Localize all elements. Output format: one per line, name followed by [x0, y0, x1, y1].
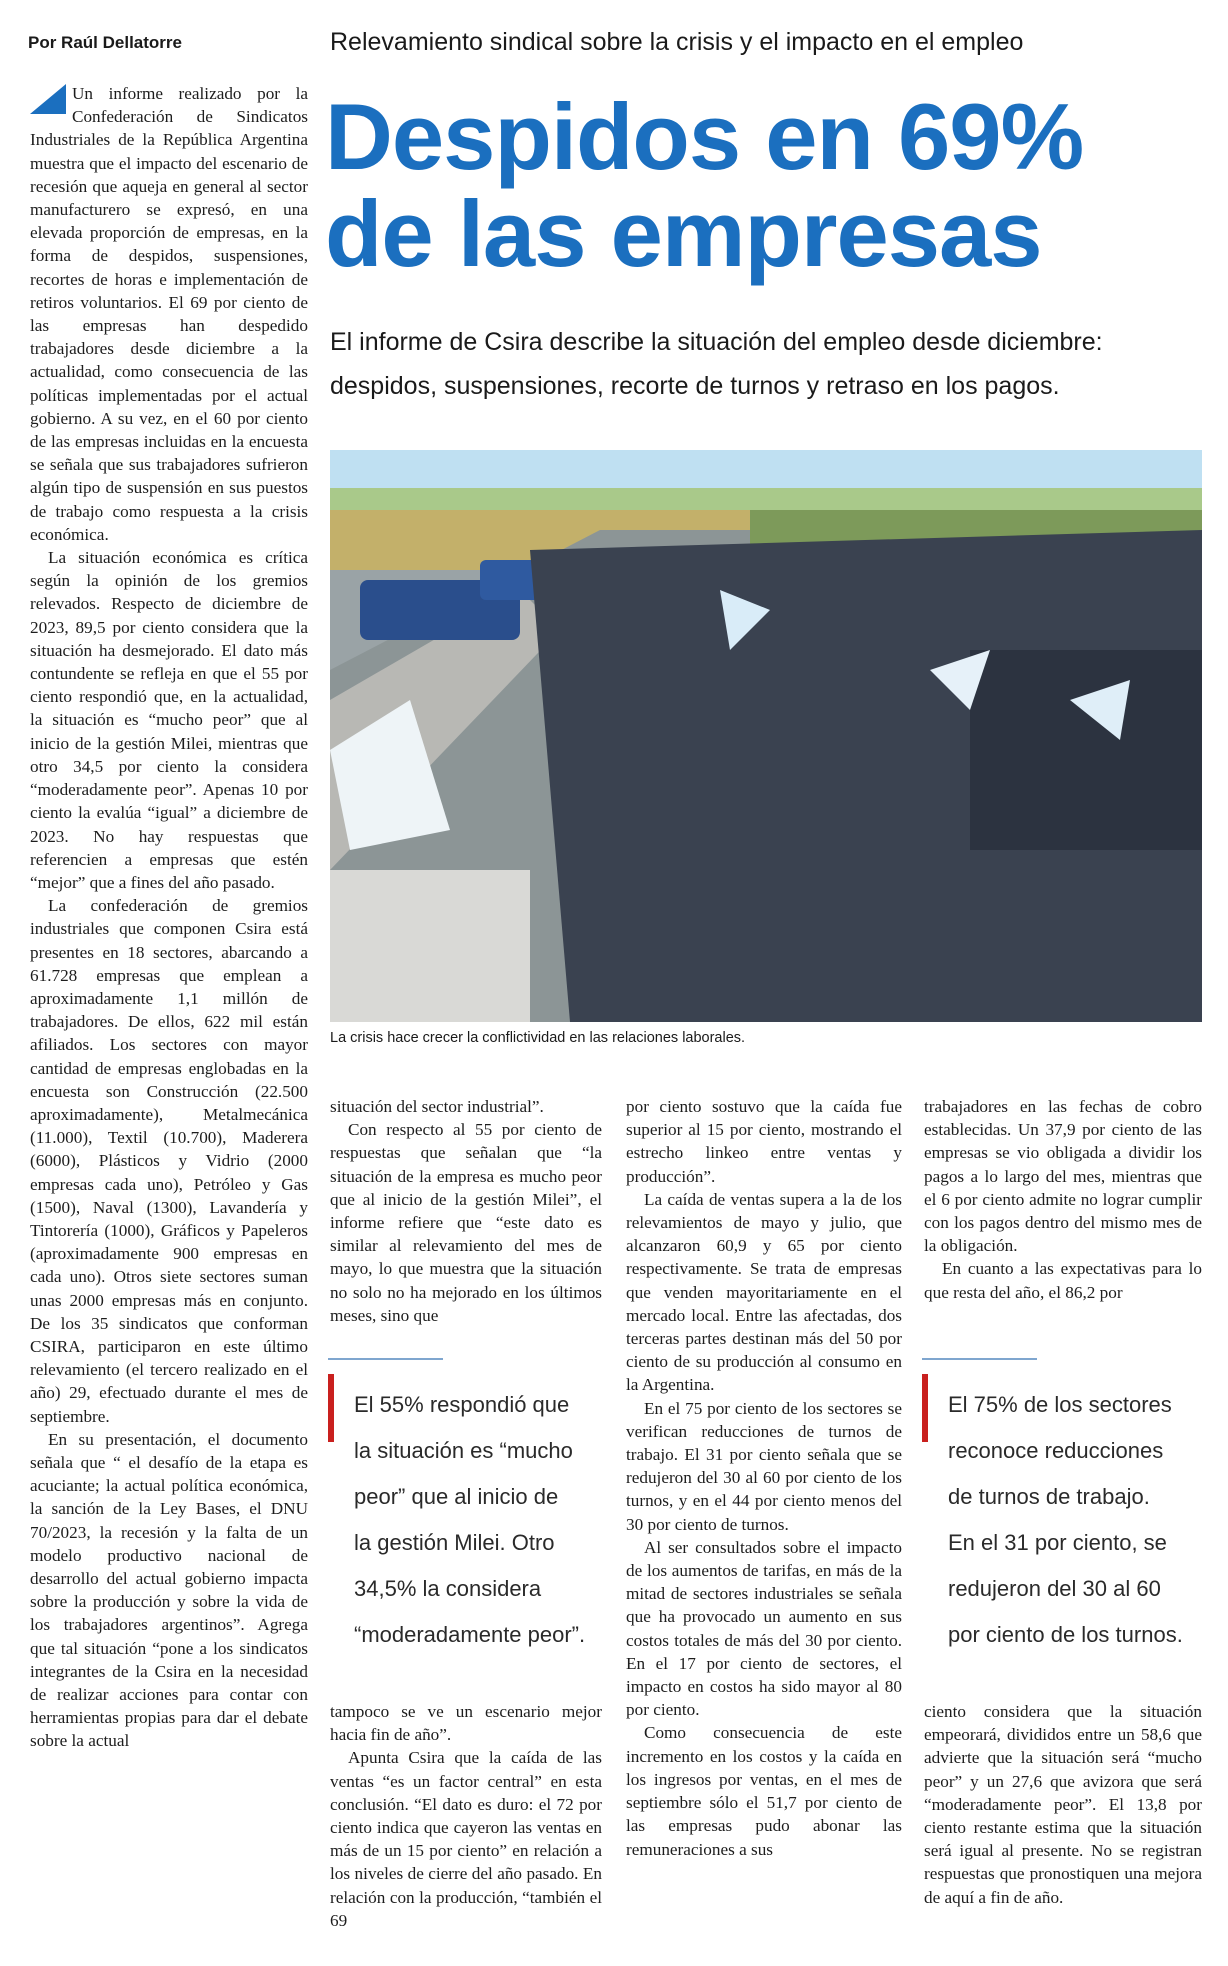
- photo-caption: La crisis hace crecer la conflictividad en las relaciones laborales.: [330, 1030, 746, 1046]
- pull-quote-1: [328, 1358, 618, 1678]
- body-paragraph: En su presentación, el documento señala que “ el desafío de la etapa es acuciante; la actual política económica, la sanción de la Ley Bases, el DNU 70/2023, la recesión y la falta de un modelo productivo nacional de desarrollo del actual gobierno impacta sobre la producción y sobre la vida de los trabajadores argentinos”. Agrega que tal situación “pone a los sindicatos integrantes de la Csira en la necesidad de realizar acciones para contar con herramientas propias para dar el debate sobre la actual: [30, 1429, 308, 1751]
- pull-quote-line: redujeron del 30 al 60: [948, 1576, 1161, 1601]
- protest-photo-illustration: [330, 450, 1202, 1022]
- pull-quote-line: reconoce reducciones: [948, 1438, 1164, 1463]
- pull-quote-line: En el 31 por ciento, se: [948, 1530, 1167, 1555]
- body-paragraph: por ciento sostuvo que la caída fue superior al 15 por ciento, mostrando el estrecho linkeo entre ventas y producción”.: [626, 1097, 902, 1186]
- body-paragraph: tampoco se ve un escenario mejor hacia fin de año”.: [330, 1702, 602, 1745]
- body-paragraph: En el 75 por ciento de los sectores se verifican reducciones de turnos de trabajo. El 31 por ciento señala que se redujeron del 30 al 60 por ciento de los turnos, y en el 44 por ciento menos del 30 por ciento de turnos.: [626, 1398, 902, 1534]
- dropcap-triangle-icon: [30, 84, 66, 114]
- body-paragraph: Con respecto al 55 por ciento de respuestas que señalan que “la situación de la empresa es mucho peor que al inicio de la gestión Milei”, el informe refiere que “este dato es similar al relevamiento del mes de mayo, lo que muestra que la situación no solo no ha mejorado en los últimos meses, sino que: [330, 1120, 602, 1325]
- headline: [325, 84, 1215, 286]
- pull-quote-line: la gestión Milei. Otro: [354, 1530, 555, 1555]
- byline: Por Raúl Dellatorre: [28, 33, 182, 52]
- pull-quote-2: [922, 1358, 1212, 1678]
- deck: El informe de Csira describe la situación del empleo desde diciembre: despidos, suspensiones, recorte de turnos y retraso en los pagos.: [330, 328, 1103, 400]
- headline-line-1: Despidos en 69%: [325, 84, 1084, 189]
- body-paragraph: Al ser consultados sobre el impacto de los aumentos de tarifas, en más de la mitad de sectores industriales se señala que ha provocado un aumento en sus costos totales de más del 30 por ciento. En el 17 por ciento de sectores, el impacto en costos ha sido mayor al 80 por ciento.: [626, 1537, 902, 1720]
- pull-quote-line: peor” que al inicio de: [354, 1484, 559, 1509]
- body-paragraph: En cuanto a las expectativas para lo que resta del año, el 86,2 por: [924, 1259, 1202, 1302]
- headline-line-2: de las empresas: [325, 181, 1042, 286]
- pull-quote-line: 34,5% la considera: [354, 1576, 542, 1601]
- pull-quote-line: por ciento de los turnos.: [948, 1622, 1183, 1647]
- pull-quote-line: El 75% de los sectores: [948, 1392, 1172, 1417]
- protest-photo: [330, 450, 1202, 1022]
- body-paragraph: trabajadores en las fechas de cobro establecidas. Un 37,9 por ciento de las empresas se vio obligada a dividir los pagos a lo largo del mes, mientras que el 6 por ciento admite no lograr cumplir con los pagos dentro del mismo mes de la obligación.: [924, 1097, 1202, 1256]
- pull-quote-line: la situación es “mucho: [354, 1438, 573, 1463]
- body-paragraph: La caída de ventas supera a la de los relevamientos de mayo y julio, que alcanzaron 60,9 y 65 por ciento respectivamente. Se trata de empresas que venden mayoritariamente en el mercado local. Entre las afectadas, dos terceras partes destinan más del 50 por ciento de su producción al consumo en la Argentina.: [626, 1189, 902, 1395]
- body-paragraph: situación del sector industrial”.: [330, 1097, 544, 1116]
- kicker: Relevamiento sindical sobre la crisis y el impacto en el empleo: [330, 28, 1024, 56]
- body-paragraph: Un informe realizado por la Confederación de Sindicatos Industriales de la República Argentina muestra que el impacto del escenario de recesión que aqueja en general al sector manufacturero se expresó, en una elevada proporción de empresas, en la forma de despidos, suspensiones, recortes de horas e implementación de retiros voluntarios. El 69 por ciento de las empresas han despedido trabajadores desde diciembre a la actualidad, como consecuencia de las políticas implementadas por el actual gobierno. A su vez, en el 60 por ciento de las empresas incluidas en la encuesta se señala que sus trabajadores sufrieron algún tipo de suspensión en sus puestos de trabajo como respuesta a la crisis económica.: [30, 84, 308, 544]
- body-column-4-top: [924, 1095, 1202, 1340]
- body-column-3: [626, 1095, 902, 1940]
- body-paragraph: ciento considera que la situación empeorará, divididos entre un 58,6 que advierte que la situación será “mucho peor” y un 27,6 que avizora que será “moderadamente peor”. El 13,8 por ciento restante estima que la situación será igual al presente. No se registran respuestas que pronostiquen una mejora de aquí a fin de año.: [924, 1702, 1202, 1907]
- pull-quote-line: El 55% respondió que: [354, 1392, 570, 1417]
- pull-quote-red-bar: [922, 1374, 928, 1442]
- body-column-2-top: [330, 1095, 602, 1335]
- pull-quote-rule: [328, 1358, 443, 1360]
- body-paragraph: La situación económica es crítica según la opinión de los gremios relevados. Respecto de diciembre de 2023, 89,5 por ciento considera que la situación ha desmejorado. El dato más contundente se refleja en que el 55 por ciento respondió que, en la actualidad, la situación es “mucho peor” que al inicio de la gestión Milei, mientras que otro 34,5 por ciento la considera “moderadamente peor”. Apenas 10 por ciento la evalúa “igual” a diciembre de 2023. No hay respuestas que referencien a empresas que estén “mejor” que a fines del año pasado.: [30, 548, 308, 892]
- pull-quote-text: [354, 1382, 585, 1658]
- pull-quote-line: “moderadamente peor”.: [354, 1622, 586, 1647]
- body-paragraph: La confederación de gremios industriales que componen Csira está presentes en 18 sectores, abarcando a 61.728 empresas que emplean a aproximadamente 1,1 millón de trabajadores. De ellos, 622 mil están afiliados. Los sectores con mayor cantidad de empresas englobadas en la encuesta son Construcción (22.500 aproximadamente), Metalmecánica (11.000), Textil (10.700), Maderera (6000), Plásticos y Vidrio (2000 empresas cada uno), Petróleo y Gas (1500), Naval (1300), Lavandería y Tintorería (1000), Gráficos y Papeleros (aproximadamente 900 empresas en cada uno). Otros siete sectores suman unas 2000 empresas más en conjunto. De los 35 sindicatos que conforman CSIRA, participaron en este último relevamiento (el tercero realizado en el año) 29, efectuado durante el mes de septiembre.: [30, 896, 308, 1426]
- pull-quote-line: de turnos de trabajo.: [948, 1484, 1150, 1509]
- body-column-1: [30, 82, 308, 1942]
- body-paragraph: Como consecuencia de este incremento en los costos y la caída en los ingresos por ventas, en el mes de septiembre sólo el 51,7 por ciento de las empresas pudo abonar las remuneraciones a sus: [626, 1723, 902, 1859]
- body-paragraph: Apunta Csira que la caída de las ventas “es un factor central” en esta conclusión. “El dato es duro: el 72 por ciento indica que cayeron las ventas en más de un 15 por ciento” en relación a los niveles de cierre del año pasado. En relación con la producción, “también el 69: [330, 1748, 602, 1930]
- pull-quote-rule: [922, 1358, 1037, 1360]
- pull-quote-red-bar: [328, 1374, 334, 1442]
- pull-quote-text: [948, 1382, 1183, 1658]
- body-column-2-bottom: [330, 1700, 602, 1940]
- body-column-4-bottom: [924, 1700, 1202, 1940]
